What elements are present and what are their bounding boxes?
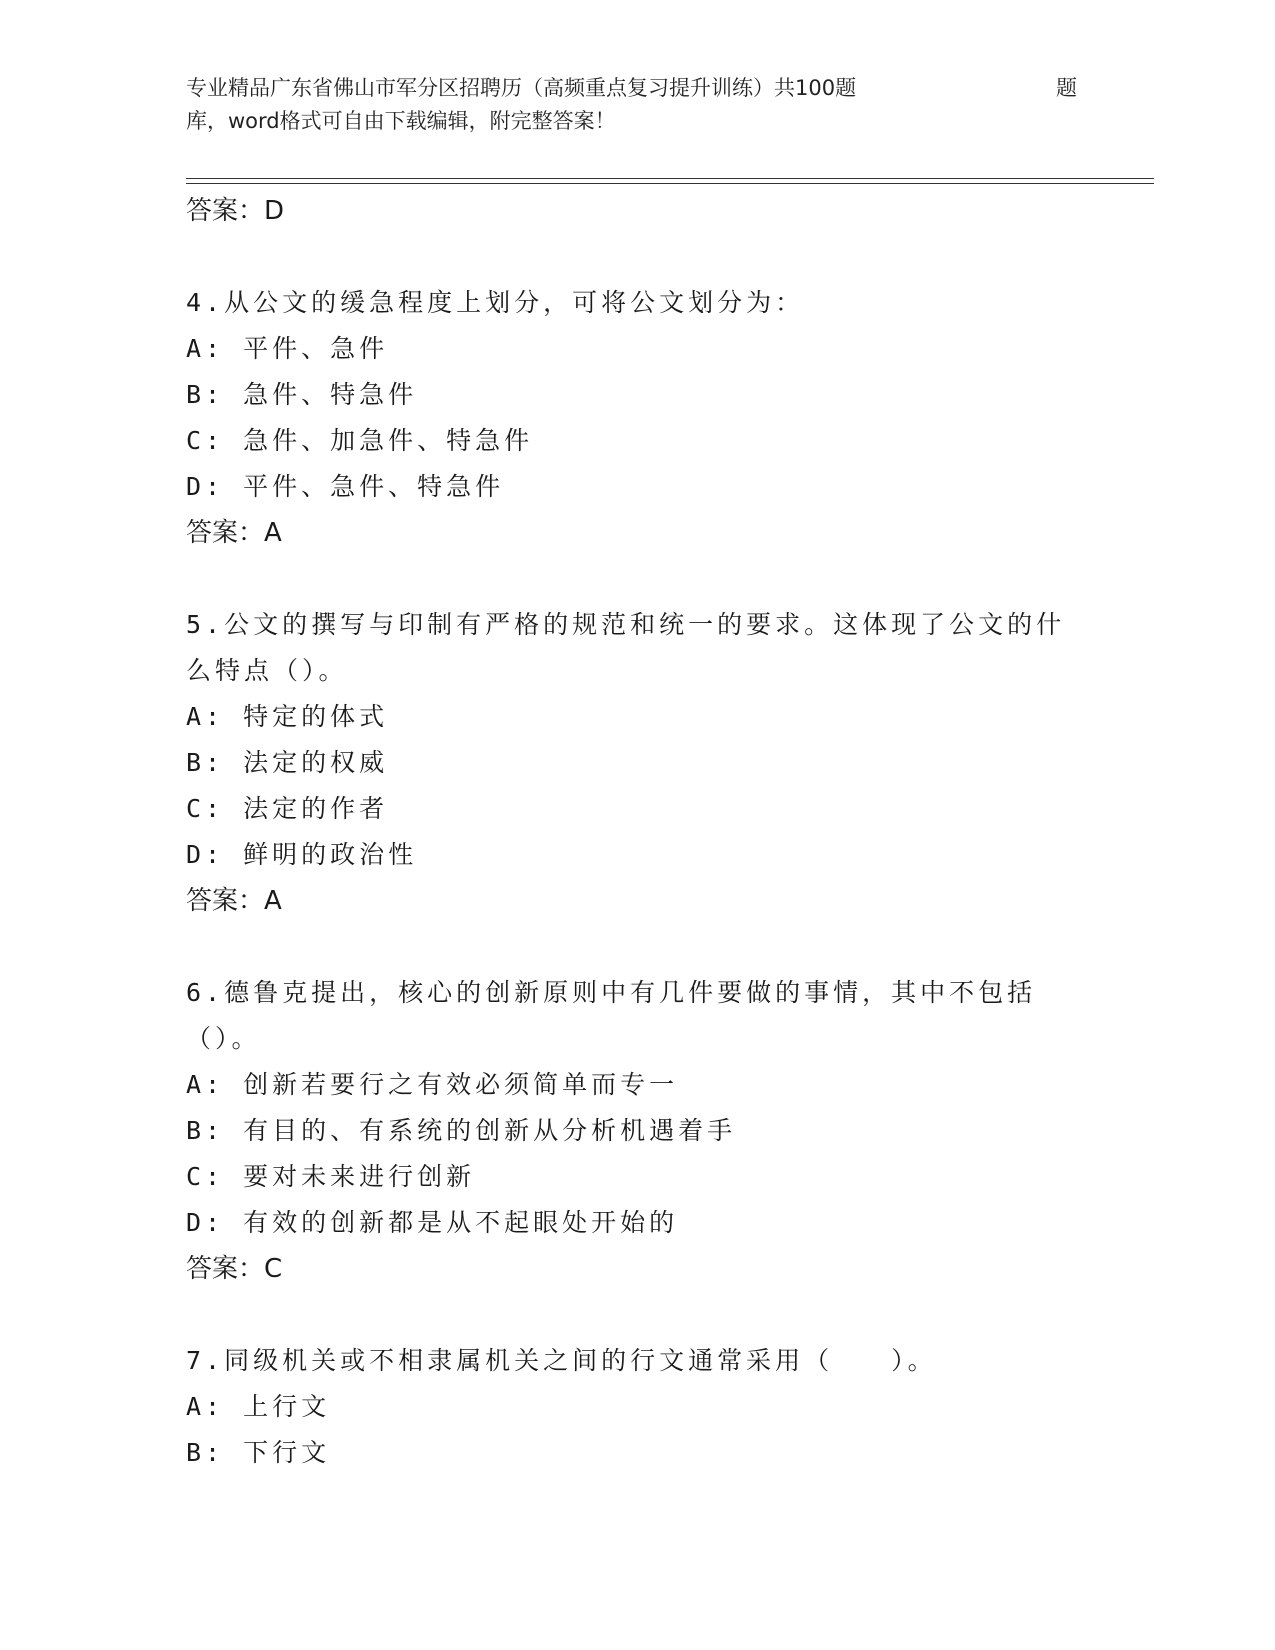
- option-b: B: 下行文: [186, 1438, 331, 1467]
- header-line-1: [186, 72, 1086, 105]
- question-stem: 5.公文的撰写与印制有严格的规范和统一的要求。这体现了公文的什么特点（）。: [186, 610, 1066, 685]
- question-block-6: [186, 970, 1086, 1292]
- answer-previous: 答案：D: [186, 196, 285, 226]
- question-stem: 4.从公文的缓急程度上划分，可将公文划分为：: [186, 288, 805, 317]
- option-c: C: 要对未来进行创新: [186, 1162, 476, 1191]
- question-stem: 7.同级机关或不相隶属机关之间的行文通常采用（ ）。: [186, 1346, 937, 1375]
- option-b: B: 急件、特急件: [186, 380, 418, 409]
- header-divider-bottom: [186, 183, 1154, 184]
- option-d: D: 平件、急件、特急件: [186, 472, 505, 501]
- option-a: A: 上行文: [186, 1392, 331, 1421]
- answer: 答案：C: [186, 1254, 283, 1284]
- header-title-tail: 题: [1056, 76, 1077, 100]
- question-block-7: [186, 1338, 1086, 1476]
- header-title: 专业精品广东省佛山市军分区招聘历（高频重点复习提升训练）共100题: [186, 76, 857, 100]
- option-d: D: 有效的创新都是从不起眼处开始的: [186, 1208, 679, 1237]
- option-b: B: 有目的、有系统的创新从分析机遇着手: [186, 1116, 737, 1145]
- header-divider-top: [186, 178, 1154, 179]
- question-stem: 6.德鲁克提出，核心的创新原则中有几件要做的事情，其中不包括（）。: [186, 978, 1037, 1053]
- answer: 答案：A: [186, 886, 282, 916]
- question-list: [186, 188, 1086, 1476]
- question-block-5: [186, 602, 1086, 924]
- option-a: A: 平件、急件: [186, 334, 389, 363]
- option-c: C: 急件、加急件、特急件: [186, 426, 534, 455]
- option-b: B: 法定的权威: [186, 748, 389, 777]
- option-d: D: 鲜明的政治性: [186, 840, 418, 869]
- document-header: [186, 72, 1086, 138]
- option-a: A: 创新若要行之有效必须简单而专一: [186, 1070, 679, 1099]
- option-a: A: 特定的体式: [186, 702, 389, 731]
- option-c: C: 法定的作者: [186, 794, 389, 823]
- question-block-4: [186, 280, 1086, 556]
- header-line-2: 库，word格式可自由下载编辑，附完整答案！: [186, 109, 616, 133]
- answer: 答案：A: [186, 518, 282, 548]
